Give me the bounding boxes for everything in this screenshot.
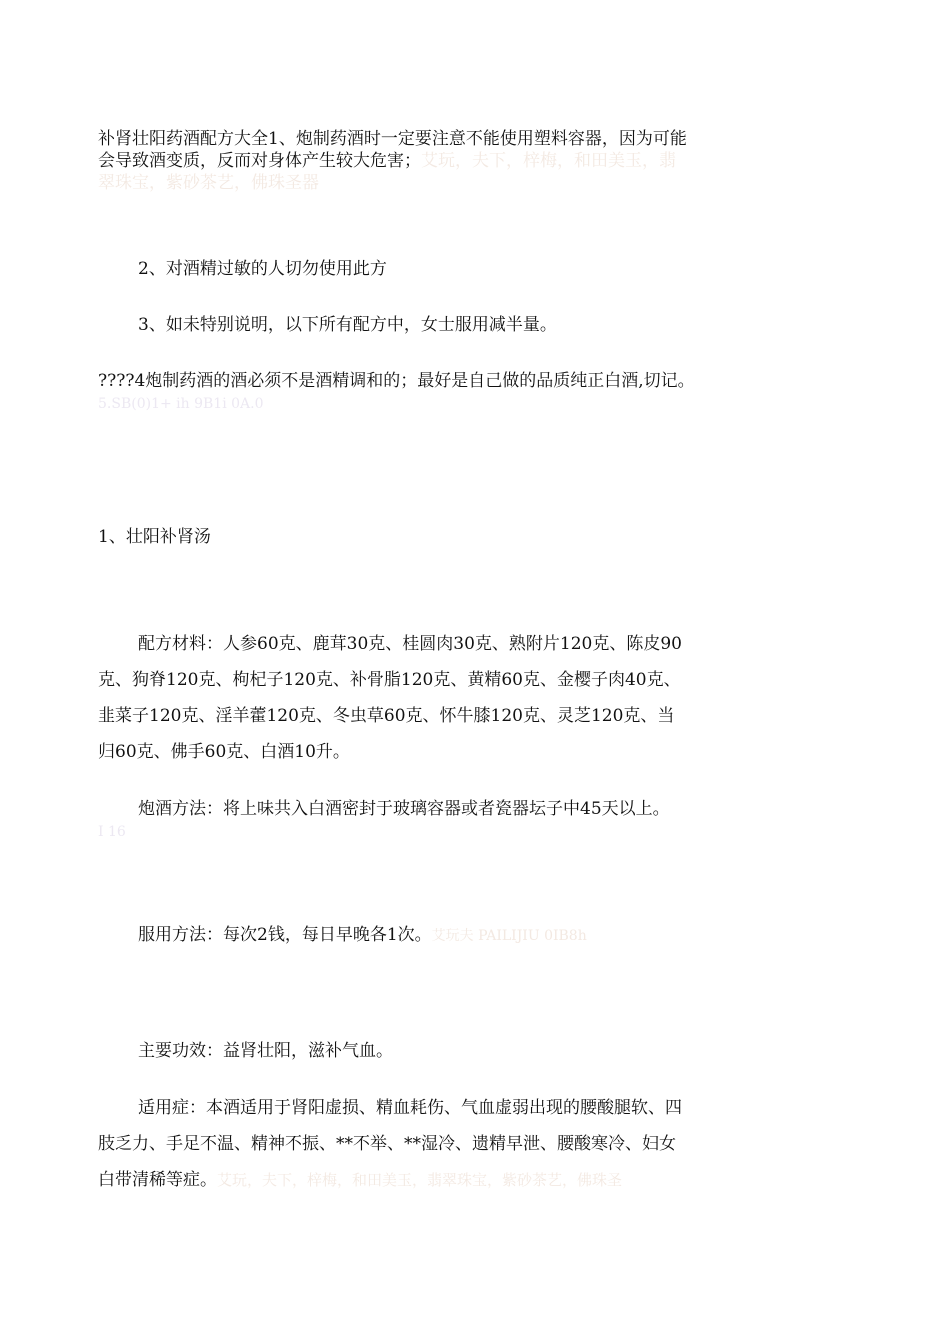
intro-line-2: 会导致酒变质，反而对身体产生较大危害； — [98, 151, 421, 171]
dosage-paragraph — [98, 924, 778, 947]
watermark-text: 艾玩，夫下，梓梅，和田美玉，翡翠珠宝，紫砂茶艺，佛珠圣 — [217, 1171, 623, 1189]
watermark-text: 艾玩，夫下，梓梅，和田美玉，翡 — [421, 151, 676, 171]
indications-line: 适用症：本酒适用于肾阳虚损、精血耗伤、气血虚弱出现的腰酸腿软、四 — [138, 1098, 682, 1118]
indications-paragraph — [98, 1090, 778, 1198]
watermark-text: 艾玩夫 PAILIJIU 0IB8h — [431, 928, 587, 944]
watermark-text: 5.SB(0)1+ ih 9B1i 0A.0 — [98, 396, 264, 412]
intro-line-1: 补肾壮阳药酒配方大全1、炮制药酒时一定要注意不能使用塑料容器，因为可能 — [98, 129, 687, 149]
ingredients-line: 韭菜子120克、淫羊藿120克、冬虫草60克、怀牛膝120克、灵芝120克、当 — [98, 706, 675, 726]
section-title: 1、壮阳补肾汤 — [98, 527, 211, 547]
note-4 — [98, 370, 798, 415]
note-4-text: ????4炮制药酒的酒必须不是酒精调和的；最好是自己做的品质纯正白酒,切记。 — [98, 371, 695, 391]
method-paragraph — [98, 798, 778, 843]
watermark-text: 翠珠宝，紫砂茶艺，佛珠圣器 — [98, 173, 319, 193]
ingredients-line: 克、狗脊120克、枸杞子120克、补骨脂120克、黄精60克、金樱子肉40克、 — [98, 670, 681, 690]
indications-line: 白带清稀等症。 — [98, 1170, 217, 1190]
intro-paragraph — [98, 128, 778, 194]
method-text: 炮酒方法：将上味共入白酒密封于玻璃容器或者瓷器坛子中45天以上。 — [138, 799, 670, 819]
watermark-text: I 16 — [98, 824, 126, 840]
indications-line: 肢乏力、手足不温、精神不振、**不举、**湿冷、遗精早泄、腰酸寒冷、妇女 — [98, 1134, 676, 1154]
note-2: 2、对酒精过敏的人切勿使用此方 — [138, 259, 387, 279]
dosage-text: 服用方法：每次2钱，每日早晚各1次。 — [138, 925, 432, 945]
ingredients-line: 配方材料：人参60克、鹿茸30克、桂圆肉30克、熟附片120克、陈皮90 — [138, 634, 682, 654]
ingredients-line: 归60克、佛手60克、白酒10升。 — [98, 742, 350, 762]
effect-paragraph: 主要功效：益肾壮阳，滋补气血。 — [138, 1041, 393, 1061]
note-3: 3、如未特别说明，以下所有配方中，女士服用减半量。 — [138, 315, 557, 335]
ingredients-paragraph — [98, 626, 778, 770]
